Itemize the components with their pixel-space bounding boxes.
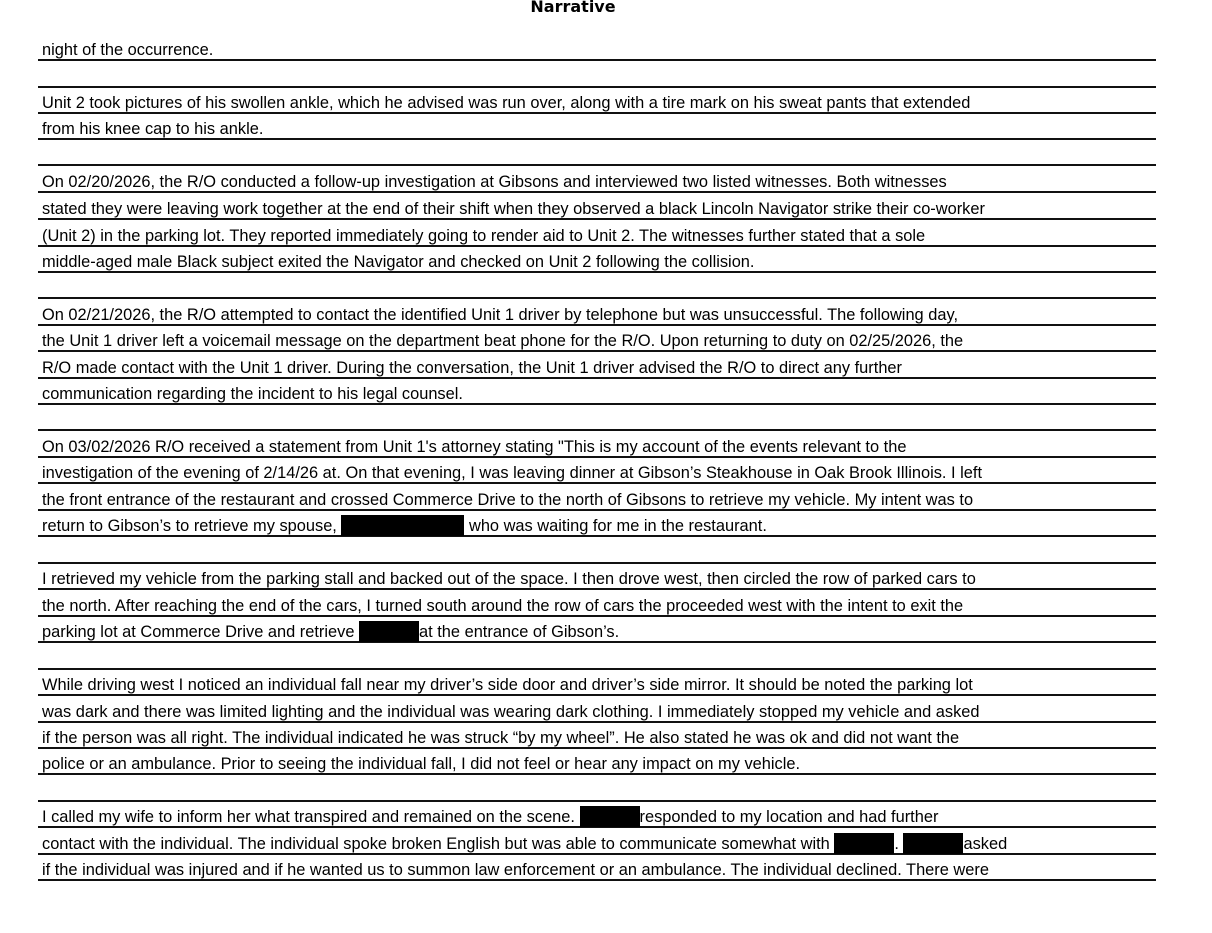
line-segment: I called my wife to inform her what transpired and remained on the scene. xyxy=(42,808,580,826)
line-segment: who was waiting for me in the restaurant. xyxy=(464,517,767,535)
narrative-line: On 03/02/2026 R/O received a statement from Unit 1's attorney stating "This is my account of the events relevant to the xyxy=(42,438,907,456)
redaction-bar xyxy=(341,515,464,536)
narrative-line: (Unit 2) in the parking lot. They reported immediately going to render aid to Unit 2. The witnesses further stated that a sole xyxy=(42,227,926,245)
redaction-bar xyxy=(359,621,419,642)
narrative-line: R/O made contact with the Unit 1 driver. During the conversation, the Unit 1 driver advised the R/O to direct any further xyxy=(42,359,903,377)
narrative-line: Unit 2 took pictures of his swollen ankle, which he advised was run over, along with a tire mark on his sweat pants that extended xyxy=(42,94,971,112)
line-segment: parking lot at Commerce Drive and retrieve xyxy=(42,623,360,641)
redaction-bar xyxy=(580,806,640,827)
narrative-line: the Unit 1 driver left a voicemail message on the department beat phone for the R/O. Upon returning to duty on 02/25/2026, the xyxy=(42,332,964,350)
narrative-line: communication regarding the incident to his legal counsel. xyxy=(42,385,463,403)
underline-rule xyxy=(38,429,1156,431)
underline-rule xyxy=(38,86,1156,88)
line-segment: responded to my location and had further xyxy=(639,808,939,826)
redaction-bar xyxy=(834,833,894,854)
narrative-line: if the person was all right. The individual indicated he was struck “by my wheel”. He also stated he was ok and did not want the xyxy=(42,729,960,747)
narrative-line xyxy=(42,806,938,828)
narrative-line xyxy=(42,621,619,643)
narrative-line: if the individual was injured and if he wanted us to summon law enforcement or an ambulance. The individual declined. There were xyxy=(42,861,989,879)
narrative-line xyxy=(42,515,767,537)
narrative-line: from his knee cap to his ankle. xyxy=(42,120,264,138)
narrative-line: night of the occurrence. xyxy=(42,41,214,59)
underline-rule xyxy=(38,800,1156,802)
narrative-line: was dark and there was limited lighting and the individual was wearing dark clothing. I immediately stopped my vehicle and asked xyxy=(42,703,980,721)
line-segment: return to Gibson’s to retrieve my spouse, xyxy=(42,517,342,535)
page-title: Narrative xyxy=(530,0,616,16)
line-segment: at the entrance of Gibson’s. xyxy=(419,623,620,641)
line-segment: . xyxy=(894,835,904,853)
underline-rule xyxy=(38,297,1156,299)
narrative-line: the front entrance of the restaurant and crossed Commerce Drive to the north of Gibsons to retrieve my vehicle. My intent was to xyxy=(42,491,974,509)
narrative-line: On 02/21/2026, the R/O attempted to contact the identified Unit 1 driver by telephone but was unsuccessful. The following day, xyxy=(42,306,958,324)
narrative-line: police or an ambulance. Prior to seeing the individual fall, I did not feel or hear any impact on my vehicle. xyxy=(42,755,801,773)
line-segment: asked xyxy=(963,835,1008,853)
narrative-line: the north. After reaching the end of the cars, I turned south around the row of cars the proceeded west with the intent to exit the xyxy=(42,597,964,615)
narrative-line xyxy=(42,833,1007,855)
underline-rule xyxy=(38,164,1156,166)
narrative-line: stated they were leaving work together at the end of their shift when they observed a black Lincoln Navigator strike their co-worker xyxy=(42,200,985,218)
narrative-line: middle-aged male Black subject exited the Navigator and checked on Unit 2 following the collision. xyxy=(42,253,755,271)
underline-rule xyxy=(38,668,1156,670)
narrative-line: On 02/20/2026, the R/O conducted a follow-up investigation at Gibsons and interviewed two listed witnesses. Both witnesses xyxy=(42,173,947,191)
redaction-bar xyxy=(903,833,963,854)
line-segment: contact with the individual. The individual spoke broken English but was able to communicate somewhat with xyxy=(42,835,835,853)
narrative-line: While driving west I noticed an individual fall near my driver’s side door and driver’s side mirror. It should be noted the parking lot xyxy=(42,676,973,694)
underline-rule xyxy=(38,562,1156,564)
narrative-line: investigation of the evening of 2/14/26 at. On that evening, I was leaving dinner at Gibson’s Steakhouse in Oak Brook Illinois. I left xyxy=(42,464,982,482)
narrative-line: I retrieved my vehicle from the parking stall and backed out of the space. I then drove west, then circled the row of parked cars to xyxy=(42,570,976,588)
